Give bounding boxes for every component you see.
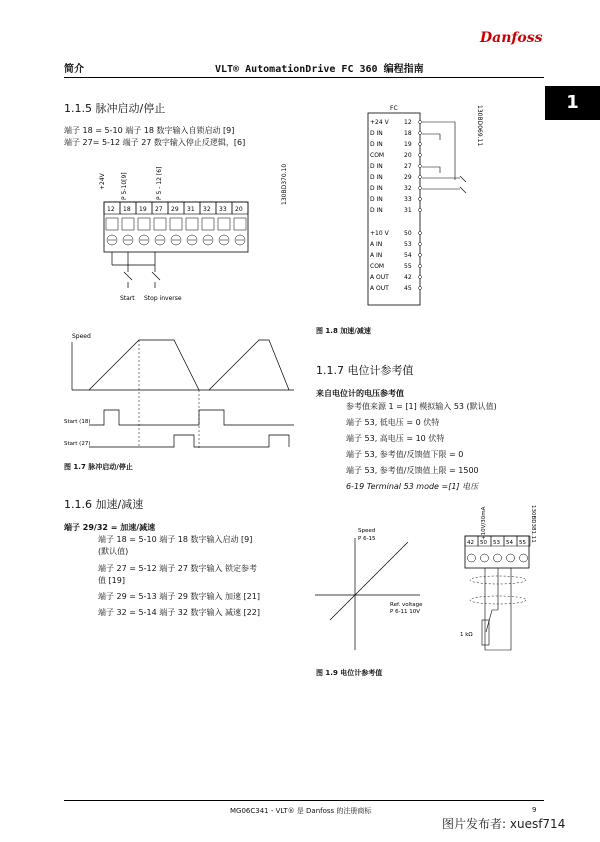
fig18-caption: 图 1.8 加速/减速: [316, 327, 371, 335]
fig17-timing: [64, 330, 304, 455]
fig18-row-num: 31: [404, 207, 412, 214]
footer-text: MG06C341 - VLT® 是 Danfoss 的注册商标: [230, 807, 372, 815]
fig19-terminal: 55: [519, 540, 526, 546]
fig17-terminal: 33: [219, 206, 227, 213]
fig19-resistor: 1 kΩ: [460, 632, 473, 638]
header-section: 简介: [64, 64, 84, 75]
fig19-terminal: 53: [493, 540, 500, 546]
sec117-l5: 端子 53, 参考值/反馈值上限 = 1500: [346, 466, 479, 475]
fig19-supply: +10V/30mA: [481, 506, 487, 540]
fig17-code: 130BD370.10: [281, 163, 288, 205]
fig19-ref: Ref. voltage: [390, 602, 423, 608]
fig17-terminal: 31: [187, 206, 195, 213]
fig19-speed: Speed: [358, 528, 376, 534]
sec117-l4: 端子 53, 参考值/反馈值下限 = 0: [346, 450, 464, 459]
fig18-row-label: D IN: [370, 130, 383, 137]
speed-label: Speed: [72, 333, 91, 340]
page-number: 9: [532, 806, 537, 814]
fig18-row-label: D IN: [370, 141, 383, 148]
fig18-row-num: 18: [404, 130, 412, 137]
sec117-l3: 端子 53, 高电压 = 10 伏特: [346, 434, 445, 443]
stop-inverse-label: Stop inverse: [144, 295, 182, 302]
fig18-row-num: 12: [404, 119, 412, 126]
fig18-row-num: 42: [404, 274, 412, 281]
fig18-row-label: D IN: [370, 163, 383, 170]
danfoss-logo: Danfoss: [480, 30, 543, 46]
fig18-row-num: 53: [404, 241, 412, 248]
fig17-terminal: 27: [155, 206, 163, 213]
watermark: 图片发布者: xuesf714: [442, 817, 566, 831]
start-label: Start: [120, 295, 135, 302]
fig18-row-label: D IN: [370, 185, 383, 192]
fig19-terminal: 42: [467, 540, 474, 546]
fig18-row-label: D IN: [370, 207, 383, 214]
sec116-l2: 端子 27 = 5-12 端子 27 数字输入 锁定参考: [98, 564, 258, 573]
start18-label: Start (18): [64, 419, 91, 425]
footer-rule: [64, 800, 544, 801]
sec115-line1: 端子 18 = 5-10 端子 18 数字输入自锁启动 [9]: [64, 126, 235, 135]
fig19-terminal: 54: [506, 540, 513, 546]
fig17-caption: 图 1.7 脉冲启动/停止: [64, 463, 133, 471]
fig19-ref-p: P 6-11 10V: [390, 609, 421, 615]
fig17-terminal: 18: [123, 206, 131, 213]
sec117-bold: 来自电位计的电压参考值: [316, 389, 404, 398]
fig17-wiring: [64, 160, 304, 310]
sec117-l2: 端子 53, 低电压 = 0 伏特: [346, 418, 440, 427]
fig17-terminal: 29: [171, 206, 179, 213]
fig18-row-num: 55: [404, 263, 412, 270]
sec116-l4: 端子 32 = 5-14 端子 32 数字输入 减速 [22]: [98, 608, 260, 617]
fig19-diagram: [310, 500, 540, 665]
fig19-speed-p: P 6-15: [358, 536, 376, 542]
fig17-terminal: 19: [139, 206, 147, 213]
chapter-tab: 1: [545, 86, 600, 120]
fig17-terminal: 20: [235, 206, 243, 213]
fig18-code: 130BD069.11: [476, 105, 483, 147]
fig18-row-label: +24 V: [370, 119, 389, 126]
fig18-row-label: A IN: [370, 252, 383, 259]
fig18-row-label: A OUT: [370, 285, 389, 292]
heading-116: 1.1.6 加速/减速: [64, 498, 144, 511]
header-rule: [64, 77, 544, 78]
fig17-terminal: 32: [203, 206, 211, 213]
sec115-line2: 端子 27= 5-12 端子 27 数字输入停止反逻辑，[6]: [64, 138, 246, 147]
sec117-l6: 6-19 Terminal 53 mode =[1] 电压: [346, 482, 479, 491]
fig18-row-num: 27: [404, 163, 412, 170]
fig18-row-label: COM: [370, 152, 385, 159]
fig19-terminal: 50: [480, 540, 487, 546]
fig18-row-num: 19: [404, 141, 412, 148]
fig19-code: 130BD381.11: [530, 505, 536, 543]
sec116-l2b: 值 [19]: [98, 576, 125, 585]
label-p510: P 5-10[9]: [121, 172, 128, 200]
fig18-row-label: D IN: [370, 174, 383, 181]
fig18-row-num: 29: [404, 174, 412, 181]
fig18-row-label: COM: [370, 263, 385, 270]
fig18-row-num: 20: [404, 152, 412, 159]
sec116-l1: 端子 18 = 5-10 端子 18 数字输入启动 [9]: [98, 535, 253, 544]
start27-label: Start (27): [64, 441, 91, 447]
fig18-row-label: A OUT: [370, 274, 389, 281]
label-p512: P 5 - 12 [6]: [156, 166, 163, 200]
sec116-l3: 端子 29 = 5-13 端子 29 数字输入 加速 [21]: [98, 592, 260, 601]
fig18-diagram: [360, 100, 490, 315]
fig19-caption: 图 1.9 电位计参考值: [316, 669, 383, 677]
label-24v: +24V: [99, 173, 106, 190]
fig18-row-num: 32: [404, 185, 412, 192]
fig18-row-num: 50: [404, 230, 412, 237]
fig18-row-num: 45: [404, 285, 412, 292]
sec116-bold: 端子 29/32 = 加速/减速: [64, 523, 156, 532]
fig18-row-label: +10 V: [370, 230, 389, 237]
header-title: VLT® AutomationDrive FC 360 编程指南: [215, 64, 424, 75]
heading-117: 1.1.7 电位计参考值: [316, 364, 414, 377]
heading-115: 1.1.5 脉冲启动/停止: [64, 102, 166, 115]
fig18-row-num: 33: [404, 196, 412, 203]
fig18-row-label: D IN: [370, 196, 383, 203]
fig18-row-num: 54: [404, 252, 412, 259]
fc-label: FC: [390, 105, 398, 112]
sec116-l1b: (默认值): [98, 547, 129, 556]
fig17-terminal: 12: [107, 206, 115, 213]
sec117-l1: 参考值来源 1 = [1] 模拟输入 53 (默认值): [346, 402, 497, 411]
fig18-row-label: A IN: [370, 241, 383, 248]
